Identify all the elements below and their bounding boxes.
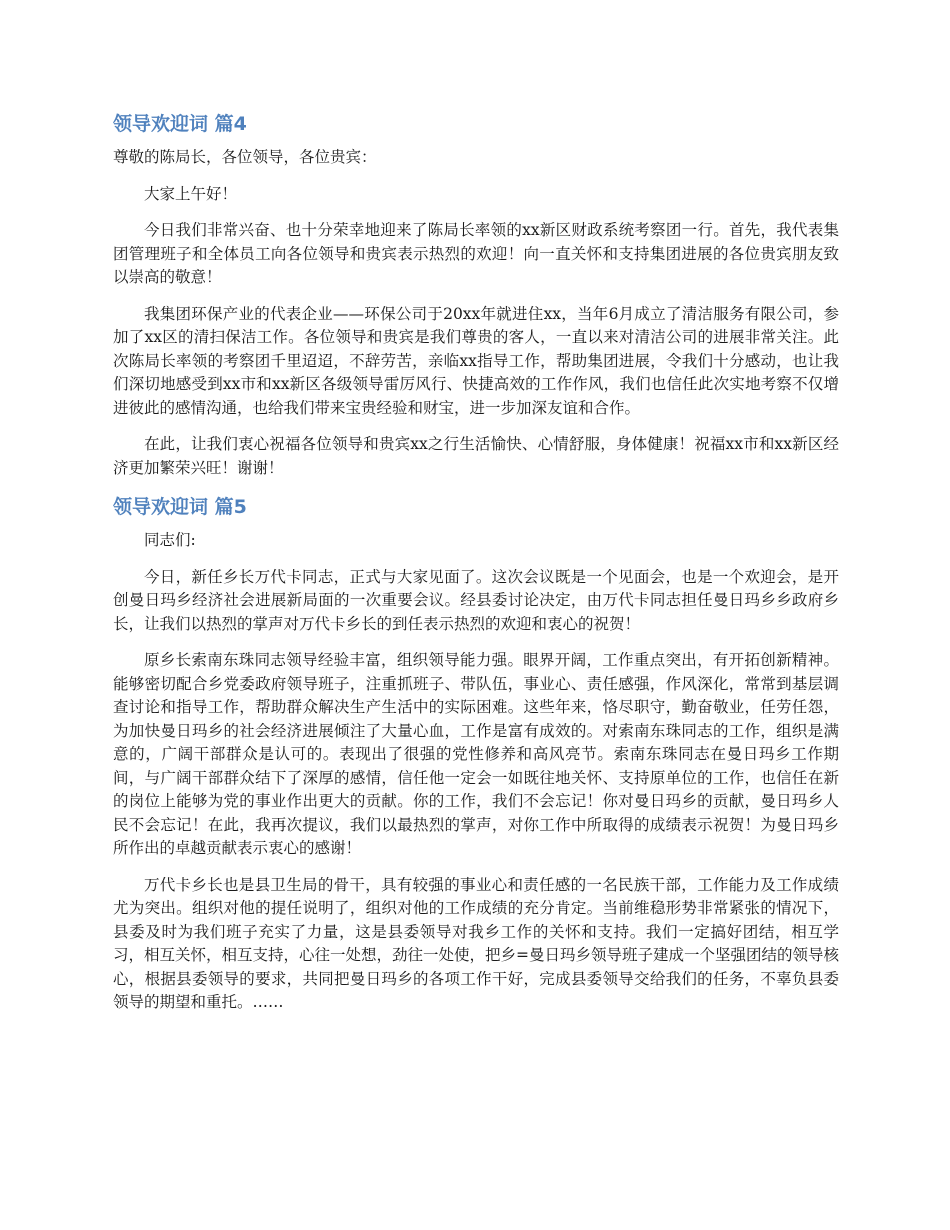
section-5-heading: 领导欢迎词 篇5 bbox=[113, 496, 247, 518]
section-4-paragraph: 我集团环保产业的代表企业——环保公司于20xx年就进住xx，当年6月成立了清洁服务有限公司，参加了xx区的清扫保洁工作。各位领导和贵宾是我们尊贵的客人，一直以来对清洁公司的进展非常关注。此次陈局长率领的考察团千里迢迢，不辞劳苦，亲临xx指导工作，帮助集团进展，令我们十分感动，也让我们深切地感受到xx市和xx新区各级领导雷厉风行、快捷高效的工作作风，我们也信任此次实地考察不仅增进彼此的感情沟通，也给我们带来宝贵经验和财宝，进一步加深友谊和合作。 bbox=[113, 304, 839, 417]
section-4-paragraph: 在此，让我们衷心祝福各位领导和贵宾xx之行生活愉快、心情舒服，身体健康！祝福xx市和xx新区经济更加繁荣兴旺！谢谢！ bbox=[113, 435, 839, 477]
section-4-salutation: 尊敬的陈局长，各位领导，各位贵宾： bbox=[113, 148, 377, 166]
section-4-heading: 领导欢迎词 篇4 bbox=[113, 113, 247, 135]
section-5-paragraph: 今日，新任乡长万代卡同志，正式与大家见面了。这次会议既是一个见面会，也是一个欢迎会，是开创曼日玛乡经济社会进展新局面的一次重要会议。经县委讨论决定，由万代卡同志担任曼日玛乡乡政府乡长，让我们以热烈的掌声对万代卡乡长的到任表示热烈的欢迎和衷心的祝贺！ bbox=[113, 567, 839, 633]
document-page bbox=[113, 110, 839, 1028]
section-5-salutation: 同志们: bbox=[144, 531, 196, 549]
section-5-paragraph: 万代卡乡长也是县卫生局的骨干，具有较强的事业心和责任感的一名民族干部，工作能力及工作成绩尤为突出。组织对他的提任说明了，组织对他的工作成绩的充分肯定。当前维稳形势非常紧张的情况下，县委及时为我们班子充实了力量，这是县委领导对我乡工作的关怀和支持。我们一定搞好团结，相互学习，相互关怀，相互支持，心往一处想，劲往一处使，把乡=曼日玛乡领导班子建成一个坚强团结的领导核心，根据县委领导的要求，共同把曼日玛乡的各项工作干好，完成县委领导交给我们的任务，不辜负县委领导的期望和重托。…… bbox=[113, 875, 839, 1011]
section-4-greeting: 大家上午好！ bbox=[144, 184, 238, 203]
section-4-paragraph: 今日我们非常兴奋、也十分荣幸地迎来了陈局长率领的xx新区财政系统考察团一行。首先，我代表集团管理班子和全体员工向各位领导和贵宾表示热烈的欢迎！向一直关怀和支持集团进展的各位贵宾朋友致以崇高的敬意！ bbox=[113, 221, 839, 286]
section-5-paragraph: 原乡长索南东珠同志领导经验丰富，组织领导能力强。眼界开阔，工作重点突出，有开拓创新精神。能够密切配合乡党委政府领导班子，注重抓班子、带队伍，事业心、责任感强，作风深化，常常到基层调查讨论和指导工作，帮助群众解决生产生活中的实际困难。这些年来，恪尽职守，勤奋敬业，任劳任怨，为加快曼日玛乡的社会经济进展倾注了大量心血，工作是富有成效的。对索南东珠同志的工作，组织是满意的，广阔干部群众是认可的。表现出了很强的党性修养和高风亮节。索南东珠同志在曼日玛乡工作期间，与广阔干部群众结下了深厚的感情，信任他一定会一如既往地关怀、支持原单位的工作，也信任在新的岗位上能够为党的事业作出更大的贡献。你的工作，我们不会忘记！你对曼日玛乡的贡献，曼日玛乡人民不会忘记！在此，我再次提议，我们以最热烈的掌声，对你工作中所取得的成绩表示祝贺！为曼日玛乡所作出的卓越贡献表示衷心的感谢！ bbox=[113, 651, 839, 857]
